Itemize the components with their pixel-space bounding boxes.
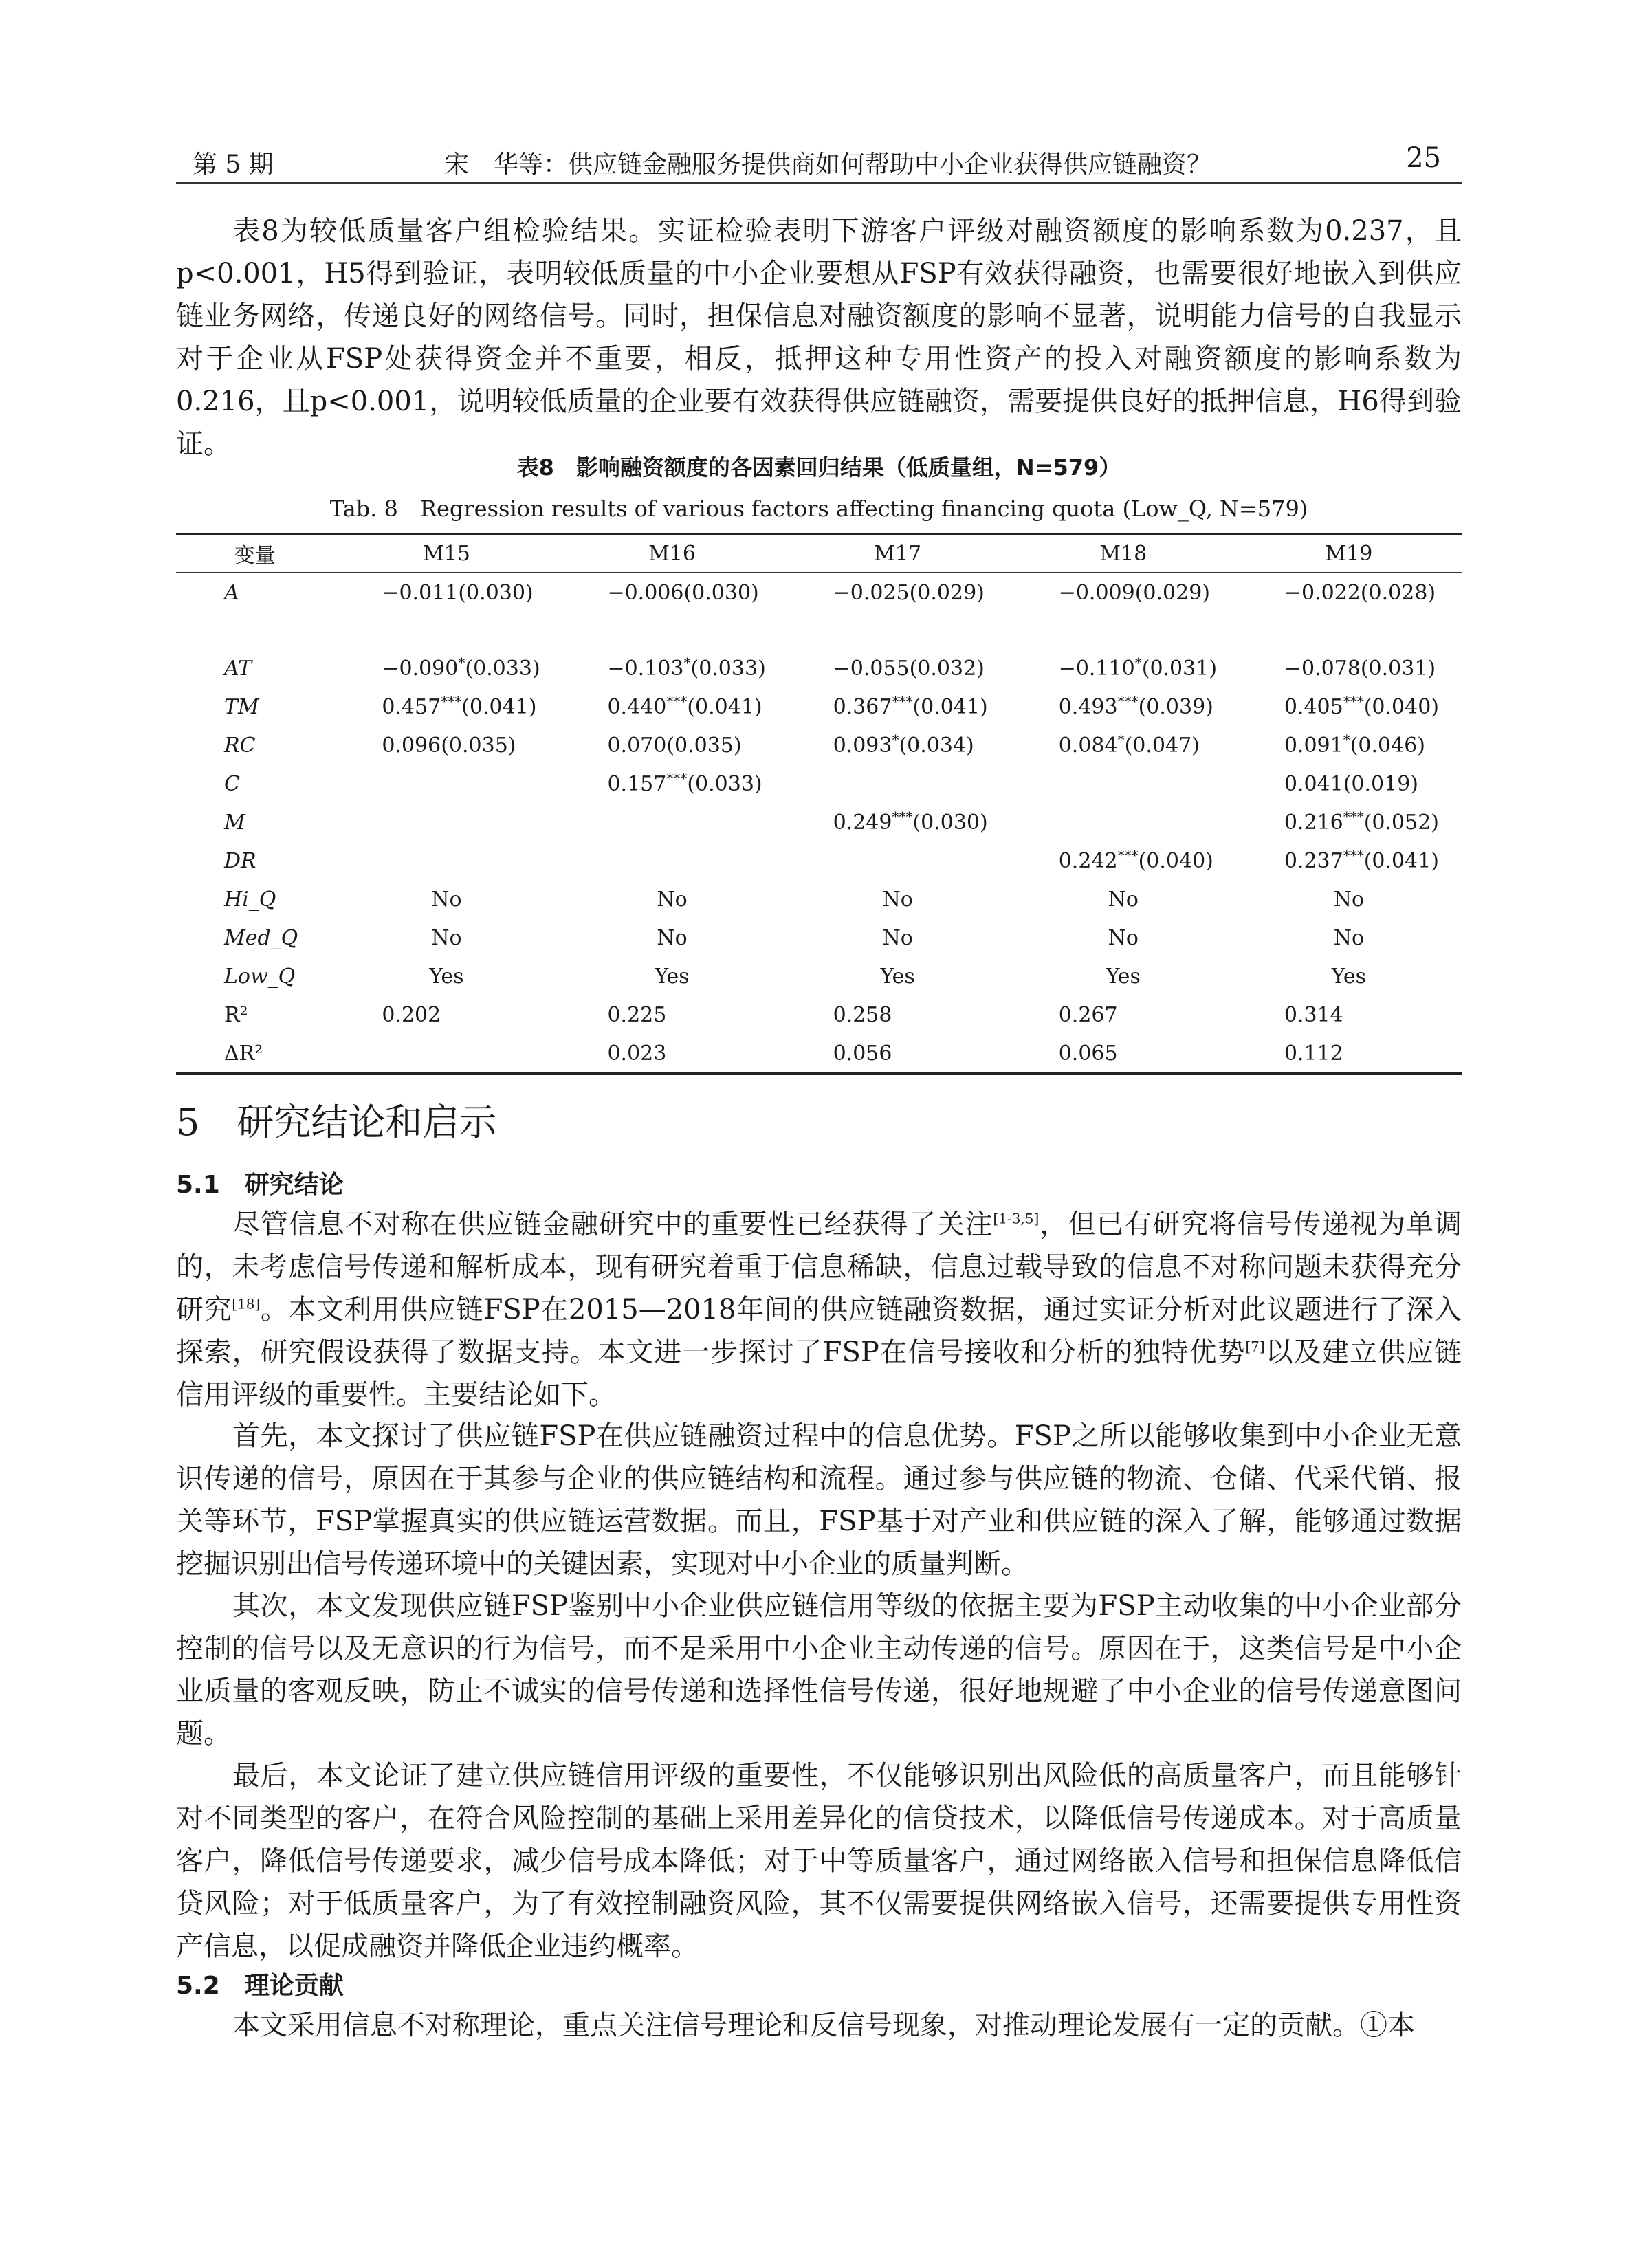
variable-name: M (224, 810, 245, 835)
coefficient-cell (559, 803, 784, 841)
table-row (176, 918, 1462, 957)
coefficient-cell: No (1108, 925, 1139, 950)
table-header-row (176, 534, 1462, 573)
coefficient-cell: Yes (429, 964, 464, 989)
coefficient-cell: No (431, 887, 462, 912)
table-row (176, 649, 1462, 687)
coefficient-cell: 0.096(0.035) (382, 733, 516, 758)
coefficient-cell: 0.457***(0.041) (382, 692, 537, 719)
table-row (176, 573, 1462, 612)
coefficient-cell: −0.022(0.028) (1284, 580, 1436, 605)
coefficient-cell: −0.055(0.032) (833, 656, 985, 681)
coefficient-cell: Yes (1331, 964, 1367, 989)
coefficient-cell (785, 612, 1011, 649)
running-head (176, 141, 1462, 184)
coefficient-cell: 0.091*(0.046) (1284, 731, 1426, 758)
body-paragraph: 尽管信息不对称在供应链金融研究中的重要性已经获得了关注[1-3,5]，但已有研究将信号传递视为单调的，未考虑信号传递和解析成本，现有研究着重于信息稀缺，信息过载导致的信息不对称问题未获得充分研究[18]。本文利用供应链FSP在2015—2018年间的供应链融资数据，通过实证分析对此议题进行了深入探索，研究假设获得了数据支持。本文进一步探讨了FSP在信号接收和分析的独特优势[7]以及建立供应链信用评级的重要性。主要结论如下。 (176, 1209, 1462, 1411)
coefficient-cell: −0.011(0.030) (382, 580, 534, 605)
article-running-title: 宋 华等：供应链金融服务提供商如何帮助中小企业获得供应链融资？ (444, 151, 1212, 179)
column-header-model: M17 (785, 534, 1011, 573)
body-paragraph: 本文采用信息不对称理论，重点关注信号理论和反信号现象，对推动理论发展有一定的贡献。①本 (232, 2010, 1415, 2041)
subsection-heading-contributions: 5.2 理论贡献 (176, 1972, 344, 2000)
coefficient-cell: 0.493***(0.039) (1058, 692, 1213, 719)
column-header-model: M18 (1011, 534, 1236, 573)
table-title-cn: 表8 影响融资额度的各因素回归结果（低质量组，N=579） (516, 454, 1121, 481)
variable-name: TM (224, 694, 259, 719)
variable-name: Hi_Q (224, 887, 276, 912)
coefficient-cell (333, 764, 559, 803)
coefficient-cell (1011, 612, 1236, 649)
regression-table (176, 533, 1462, 1075)
coefficient-cell: 0.440***(0.041) (607, 692, 762, 719)
table-row (176, 841, 1462, 880)
variable-name: R² (224, 1002, 248, 1027)
coefficient-cell: Yes (880, 964, 915, 989)
coefficient-cell (559, 841, 784, 880)
coefficient-cell: −0.110*(0.031) (1058, 654, 1218, 681)
table-row (176, 803, 1462, 841)
coefficient-cell: −0.078(0.031) (1284, 656, 1436, 681)
coefficient-cell (333, 612, 559, 649)
coefficient-cell: 0.023 (607, 1041, 667, 1066)
coefficient-cell: 0.093*(0.034) (833, 731, 974, 758)
coefficient-cell: 0.225 (607, 1002, 667, 1027)
variable-name: RC (224, 733, 256, 758)
coefficient-cell: Yes (655, 964, 690, 989)
coefficient-cell (1236, 612, 1462, 649)
table-row (176, 687, 1462, 726)
coefficient-cell: 0.065 (1058, 1041, 1118, 1066)
coefficient-cell: No (1333, 887, 1365, 912)
coefficient-cell: No (1333, 925, 1365, 950)
coefficient-cell (1011, 764, 1236, 803)
variable-name: DR (224, 848, 256, 873)
coefficient-cell: −0.009(0.029) (1058, 580, 1211, 605)
table-row (176, 726, 1462, 764)
coefficient-cell: 0.216***(0.052) (1284, 808, 1440, 835)
table-row (176, 880, 1462, 918)
coefficient-cell: No (882, 925, 913, 950)
column-header-model: M16 (559, 534, 784, 573)
coefficient-cell: 0.249***(0.030) (833, 808, 988, 835)
coefficient-cell (785, 841, 1011, 880)
coefficient-cell: 0.070(0.035) (607, 733, 742, 758)
coefficient-cell: 0.367***(0.041) (833, 692, 988, 719)
coefficient-cell (333, 841, 559, 880)
table-row (176, 957, 1462, 995)
coefficient-cell (333, 1034, 559, 1074)
coefficient-cell (559, 612, 784, 649)
coefficient-cell: No (882, 887, 913, 912)
coefficient-cell: 0.314 (1284, 1002, 1343, 1027)
coefficient-cell: −0.025(0.029) (833, 580, 985, 605)
page-number: 25 (1406, 142, 1441, 174)
body-paragraph: 最后，本文论证了建立供应链信用评级的重要性，不仅能够识别出风险低的高质量客户，而且能够针对不同类型的客户，在符合风险控制的基础上采用差异化的信贷技术，以降低信号传递成本。对于高质量客户，降低信号传递要求，减少信号成本降低；对于中等质量客户，通过网络嵌入信号和担保信息降低信贷风险；对于低质量客户，为了有效控制融资风险，其不仅需要提供网络嵌入信号，还需要提供专用性资产信息，以促成融资并降低企业违约概率。 (176, 1760, 1462, 1962)
coefficient-cell (785, 764, 1011, 803)
coefficient-cell: No (431, 925, 462, 950)
subsection-heading-conclusions: 5.1 研究结论 (176, 1171, 344, 1199)
coefficient-cell: −0.103*(0.033) (607, 654, 766, 681)
variable-name: ΔR² (224, 1041, 263, 1066)
table-title-en: Tab. 8 Regression results of various factors affecting financing quota (Low_Q, N=579) (329, 496, 1308, 522)
coefficient-cell: 0.202 (382, 1002, 441, 1027)
variable-name: AT (224, 656, 252, 681)
coefficient-cell: 0.258 (833, 1002, 892, 1027)
coefficient-cell: 0.112 (1284, 1041, 1343, 1066)
journal-issue: 第 5 期 (193, 151, 274, 179)
coefficient-cell: 0.242***(0.040) (1058, 846, 1213, 873)
variable-name: Low_Q (224, 964, 296, 989)
variable-name (176, 612, 333, 649)
column-header-model: M19 (1236, 534, 1462, 573)
variable-name: C (224, 771, 240, 796)
table-row (176, 612, 1462, 649)
coefficient-cell: 0.157***(0.033) (607, 769, 762, 796)
coefficient-cell: Yes (1106, 964, 1141, 989)
coefficient-cell: 0.056 (833, 1041, 892, 1066)
coefficient-cell: −0.090*(0.033) (382, 654, 540, 681)
coefficient-cell: 0.041(0.019) (1284, 771, 1419, 796)
coefficient-cell: No (657, 925, 688, 950)
coefficient-cell (333, 803, 559, 841)
column-header-variable: 变量 (176, 534, 333, 573)
coefficient-cell: 0.237***(0.041) (1284, 846, 1440, 873)
coefficient-cell (1011, 803, 1236, 841)
variable-name: A (224, 580, 239, 605)
coefficient-cell: 0.084*(0.047) (1058, 731, 1200, 758)
section-heading: 5 研究结论和启示 (176, 1101, 497, 1144)
coefficient-cell: −0.006(0.030) (607, 580, 759, 605)
body-paragraph: 其次，本文发现供应链FSP鉴别中小企业供应链信用等级的依据主要为FSP主动收集的中小企业部分控制的信号以及无意识的行为信号，而不是采用中小企业主动传递的信号。原因在于，这类信号是中小企业质量的客观反映，防止不诚实的信号传递和选择性信号传递，很好地规避了中小企业的信号传递意图问题。 (176, 1590, 1462, 1750)
table-row (176, 995, 1462, 1034)
body-paragraph: 首先，本文探讨了供应链FSP在供应链融资过程中的信息优势。FSP之所以能够收集到中小企业无意识传递的信号，原因在于其参与企业的供应链结构和流程。通过参与供应链的物流、仓储、代采代销、报关等环节，FSP掌握真实的供应链运营数据。而且，FSP基于对产业和供应链的深入了解，能够通过数据挖掘识别出信号传递环境中的关键因素，实现对中小企业的质量判断。 (176, 1420, 1462, 1580)
table-row (176, 764, 1462, 803)
coefficient-cell: 0.405***(0.040) (1284, 692, 1440, 719)
coefficient-cell: 0.267 (1058, 1002, 1118, 1027)
table-row (176, 1034, 1462, 1074)
column-header-model: M15 (333, 534, 559, 573)
coefficient-cell: No (657, 887, 688, 912)
variable-name: Med_Q (224, 925, 298, 950)
coefficient-cell: No (1108, 887, 1139, 912)
intro-paragraph: 表8为较低质量客户组检验结果。实证检验表明下游客户评级对融资额度的影响系数为0.237，且p<0.001，H5得到验证，表明较低质量的中小企业要想从FSP有效获得融资，也需要很好地嵌入到供应链业务网络，传递良好的网络信号。同时，担保信息对融资额度的影响不显著，说明能力信号的自我显示对于企业从FSP处获得资金并不重要，相反，抵押这种专用性资产的投入对融资额度的影响系数为0.216，且p<0.001，说明较低质量的企业要有效获得供应链融资，需要提供良好的抵押信息，H6得到验证。 (176, 215, 1462, 460)
